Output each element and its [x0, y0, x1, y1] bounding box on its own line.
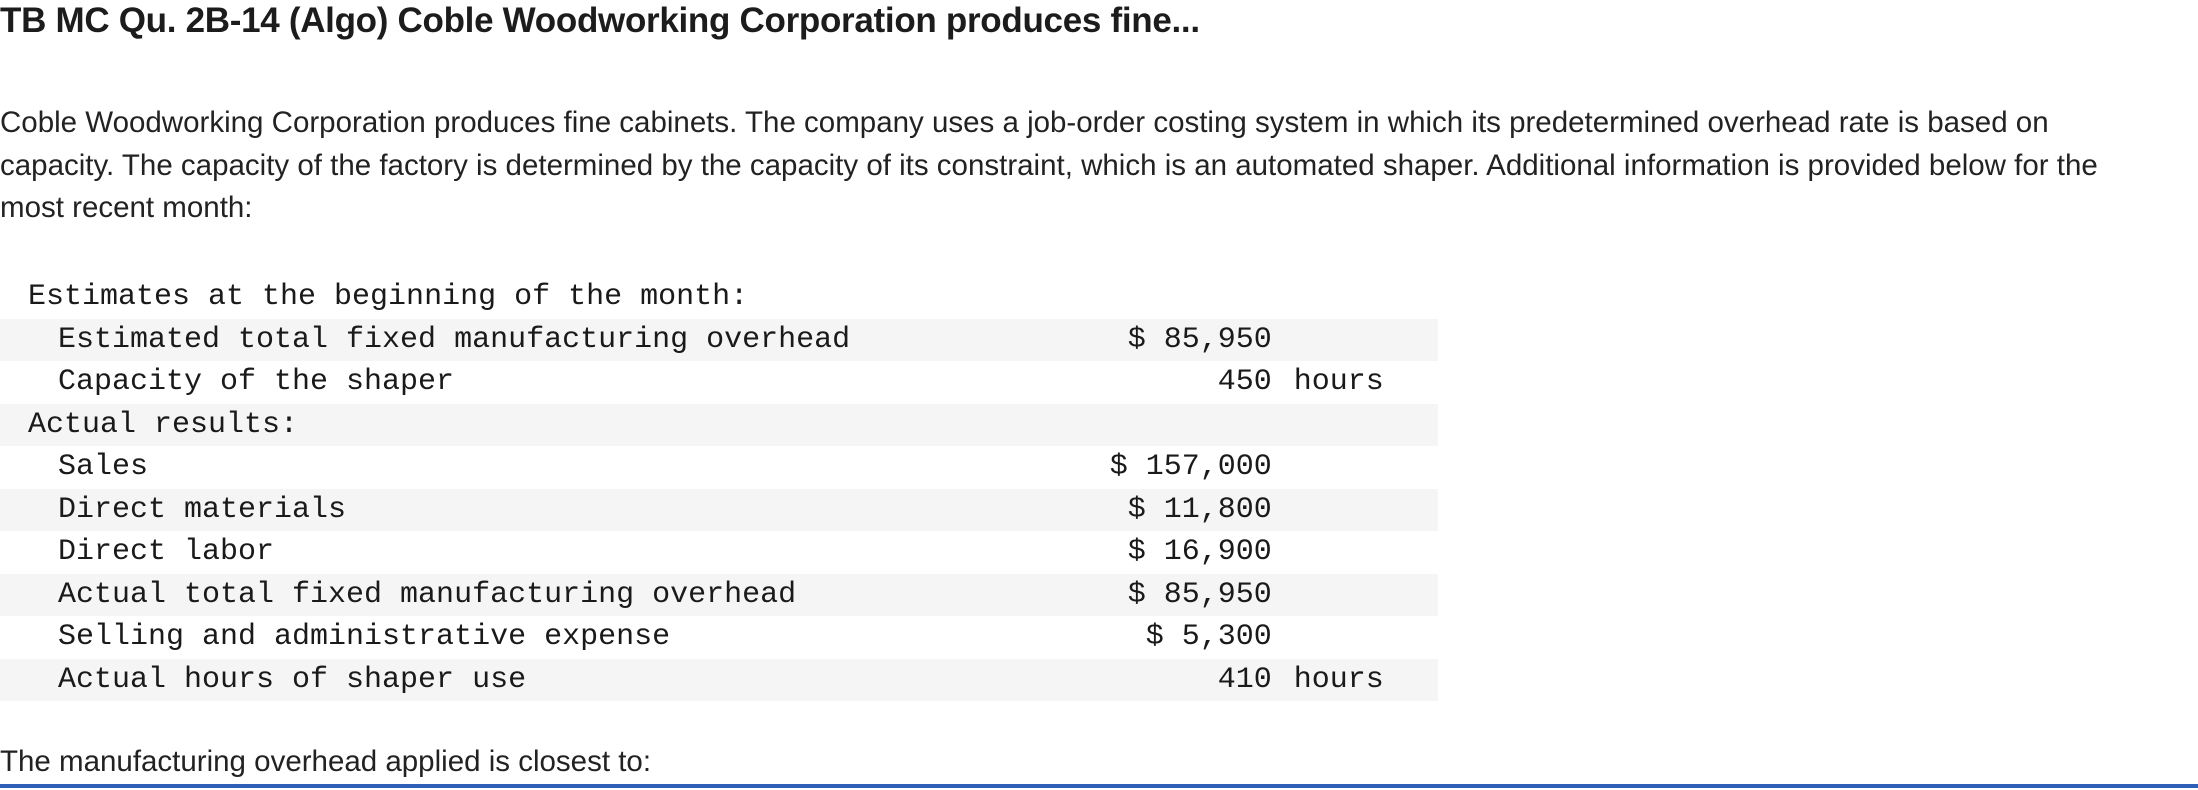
row-label: Capacity of the shaper	[58, 365, 455, 400]
row-label: Estimated total fixed manufacturing overhead	[0, 319, 1072, 362]
row-unit	[1272, 446, 1438, 489]
row-amount: $ 16,900	[1127, 535, 1272, 570]
row-label: Direct labor	[58, 535, 275, 570]
row-unit	[1272, 404, 1438, 447]
row-unit	[1272, 531, 1438, 574]
table-row	[0, 616, 1438, 659]
row-amount: $ 85,950	[1072, 574, 1272, 617]
row-label: Direct materials	[0, 489, 1072, 532]
row-amount	[1072, 276, 1272, 319]
table-row	[0, 531, 1438, 574]
row-unit	[1272, 489, 1438, 532]
data-table	[0, 276, 1438, 701]
row-amount: $ 157,000	[1109, 450, 1272, 485]
section-heading-actual: Actual results:	[0, 404, 1072, 447]
row-amount: $ 5,300	[1145, 620, 1272, 655]
row-unit	[1272, 276, 1438, 319]
section-heading-estimates: Estimates at the beginning of the month:	[28, 280, 749, 315]
row-label: Sales	[58, 450, 149, 485]
table-row	[0, 574, 1438, 617]
table-row	[0, 659, 1438, 702]
row-unit	[1272, 319, 1438, 362]
row-label: Actual total fixed manufacturing overhead	[0, 574, 1072, 617]
row-unit	[1272, 616, 1438, 659]
row-label: Actual hours of shaper use	[0, 659, 1072, 702]
accent-divider	[0, 784, 2198, 788]
question-intro: Coble Woodworking Corporation produces fine cabinets. The company uses a job-order costing system in which its predetermined overhead rate is based on capacity. The capacity of the factory is determined by the capacity of its constraint, which is an automated shaper. Additional information is provided below for the most recent month:	[0, 106, 2098, 224]
row-amount: $ 11,800	[1072, 489, 1272, 532]
table-row	[0, 489, 1438, 532]
row-label: Selling and administrative expense	[58, 620, 671, 655]
table-row	[0, 319, 1438, 362]
table-row	[0, 276, 1438, 319]
question-prompt: The manufacturing overhead applied is closest to:	[0, 745, 652, 778]
table-row	[0, 446, 1438, 489]
row-unit: hours	[1293, 365, 1384, 400]
row-amount: 450	[1217, 365, 1272, 400]
table-row	[0, 361, 1438, 404]
row-amount: 410	[1072, 659, 1272, 702]
row-unit	[1272, 574, 1438, 617]
question-title: TB MC Qu. 2B-14 (Algo) Coble Woodworking Corporation produces fine...	[0, 1, 1200, 40]
row-amount	[1072, 404, 1272, 447]
table-row	[0, 404, 1438, 447]
row-amount: $ 85,950	[1072, 319, 1272, 362]
row-unit: hours	[1272, 659, 1438, 702]
